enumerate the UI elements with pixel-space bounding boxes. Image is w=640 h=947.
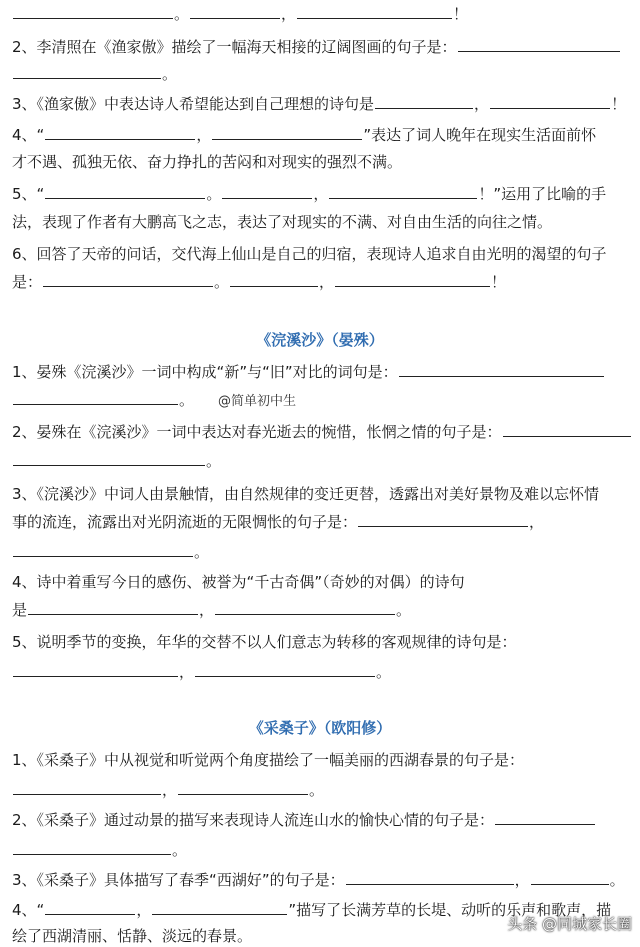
answer-blank[interactable] [45,184,205,199]
answer-blank[interactable] [335,272,490,287]
answer-blank[interactable] [215,600,395,615]
answer-blank[interactable] [13,390,178,405]
answer-blank[interactable] [458,37,620,52]
answer-blank[interactable] [13,840,171,855]
s3-question-1-line-2: ， 。 [12,780,632,800]
s2-question-5-line-1: 5、说明季节的变换，年华的交替不以人们意志为转移的客观规律的诗句是： [12,633,517,651]
answer-blank[interactable] [190,4,280,19]
question-5-line-1: 5、“ 。 ， ！”运用了比喻的手 [12,185,607,203]
answer-blank[interactable] [495,810,595,825]
question-6-line-2: 是： 。 ， ！ [12,273,507,291]
section-title-caisangzi: 《采桑子》（欧阳修） [248,719,392,737]
s2-question-3-line-2: 事的流连，流露出对光阴流逝的无限惆怅的句子是： ， [12,513,545,531]
question-2-line-2: 。 [12,64,632,84]
line-1: 。 ， ！ [12,4,632,24]
answer-blank[interactable] [13,451,205,466]
question-6-line-1: 6、回答了天帝的问话，交代海上仙山是自己的归宿，表现诗人追求自由光明的渴望的句子 [12,245,607,263]
question-5-line-2: 法，表现了作者有大鹏高飞之志，表达了对现实的不满、对自由生活的向往之情。 [12,213,553,231]
answer-blank[interactable] [13,780,161,795]
section-title-huanxisha: 《浣溪沙》（晏殊） [256,331,384,349]
watermark-text: @简单初中生 [218,394,297,409]
s3-question-1-line-1: 1、《采桑子》中从视觉和听觉两个角度描绘了一幅美丽的西湖春景的句子是： [12,751,525,769]
s2-question-2-line-1: 2、晏殊在《浣溪沙》一词中表达对春光逝去的惋惜，怅惘之情的句子是： [12,422,632,442]
s3-question-4-line-1: 4、“ ， ”描写了长满芳草的长堤、动听的乐声和歌声，描 [12,901,612,919]
answer-blank[interactable] [399,362,604,377]
s3-question-4-line-2: 绘了西湖清丽、恬静、淡远的春景。 [12,927,253,945]
answer-blank[interactable] [13,542,193,557]
s2-question-1-line-1: 1、晏殊《浣溪沙》一词中构成“新”与“旧”对比的词句是： [12,362,632,382]
answer-blank[interactable] [358,512,528,527]
answer-blank[interactable] [297,4,452,19]
answer-blank[interactable] [13,4,173,19]
answer-blank[interactable] [212,125,362,140]
answer-blank[interactable] [230,272,318,287]
s3-question-2-line-1: 2、《采桑子》通过动景的描写来表现诗人流连山水的愉快心情的句子是： [12,810,632,830]
answer-blank[interactable] [45,900,135,915]
answer-blank[interactable] [329,184,477,199]
s2-question-1-line-2: 。 [12,390,632,410]
answer-blank[interactable] [13,64,161,79]
question-3: 3、《渔家傲》中表达诗人希望能达到自己理想的诗句是 ， ！ [12,95,627,113]
answer-blank[interactable] [346,870,514,885]
answer-blank[interactable] [503,422,631,437]
answer-blank[interactable] [178,780,308,795]
answer-blank[interactable] [28,600,198,615]
answer-blank[interactable] [195,662,375,677]
s2-question-2-line-2: 。 [12,451,632,471]
s3-question-2-line-2: 。 [12,840,632,860]
answer-blank[interactable] [45,125,195,140]
s2-question-3-line-3: 。 [12,542,632,562]
s2-question-4-line-1: 4、诗中着重写今日的感伤、被誉为“千古奇偶”（奇妙的对偶）的诗句 [12,573,465,591]
s2-question-4-line-2: 是 ， 。 [12,601,412,619]
answer-blank[interactable] [222,184,312,199]
question-2-line-1: 2、李清照在《渔家傲》描绘了一幅海天相接的辽阔图画的句子是： [12,37,632,57]
answer-blank[interactable] [152,900,287,915]
answer-blank[interactable] [43,272,213,287]
footer-watermark: 头条 @同城家长圈 [507,915,632,933]
question-4-line-1: 4、“ ， ”表达了词人晚年在现实生活面前怀 [12,126,597,144]
s3-question-3: 3、《采桑子》具体描写了春季“西湖好”的句子是： ， 。 [12,871,625,889]
answer-blank[interactable] [490,94,610,109]
answer-blank[interactable] [13,662,178,677]
answer-blank[interactable] [375,94,473,109]
question-4-line-2: 才不遇、孤独无依、奋力挣扎的苦闷和对现实的强烈不满。 [12,153,403,171]
answer-blank[interactable] [531,870,609,885]
s2-question-5-line-2: ， 。 [12,662,632,682]
s2-question-3-line-1: 3、《浣溪沙》中词人由景触情，由自然规律的变迁更替，透露出对美好景物及难以忘怀情 [12,485,600,503]
